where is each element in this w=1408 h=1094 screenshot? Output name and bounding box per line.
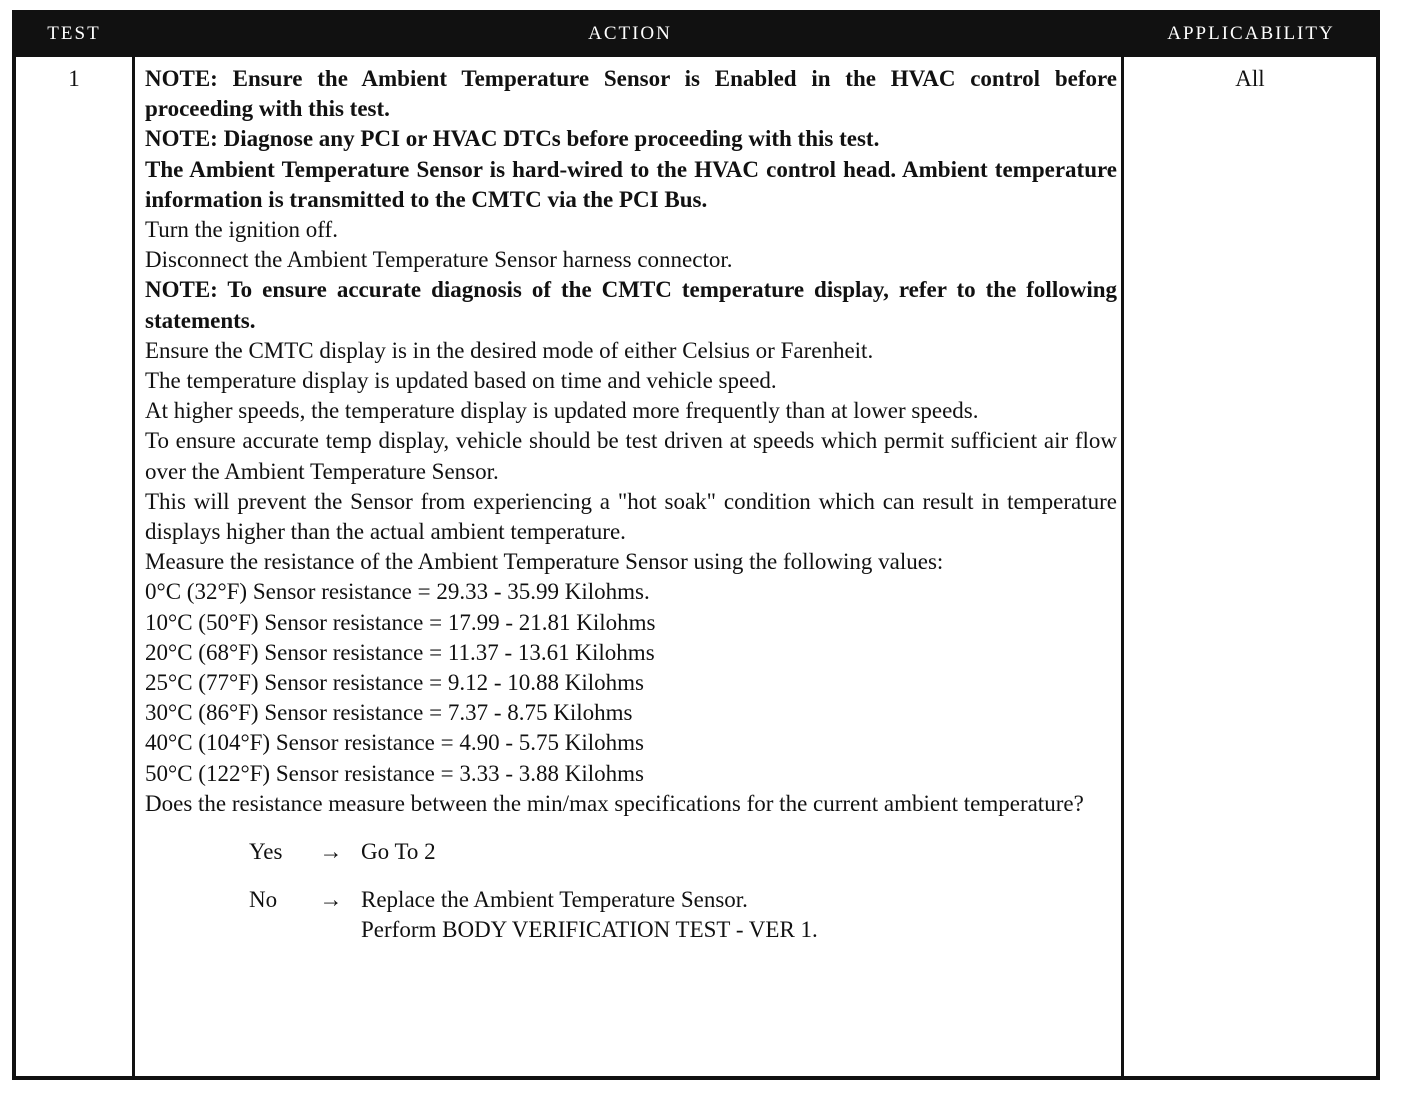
action-paragraph: Does the resistance measure between the min/max specifications for the current ambient temperature? [145, 790, 1084, 816]
action-paragraphs [145, 64, 1117, 819]
arrow-right-icon: → [319, 839, 343, 865]
test-number: 1 [68, 66, 80, 91]
action-paragraph: NOTE: To ensure accurate diagnosis of the CMTC temperature display, refer to the following statements. [145, 277, 1117, 333]
action-cell [145, 64, 1117, 964]
outcome-label: No [249, 887, 278, 913]
action-paragraph: 30°C (86°F) Sensor resistance = 7.37 - 8.75 Kilohms [145, 700, 633, 726]
action-paragraph: NOTE: Diagnose any PCI or HVAC DTCs before proceeding with this test. [145, 126, 880, 152]
outcome-row [249, 837, 1117, 867]
outcomes [249, 837, 1117, 946]
action-paragraph: 10°C (50°F) Sensor resistance = 17.99 - 21.81 Kilohms [145, 609, 656, 635]
header-action: ACTION [588, 23, 672, 44]
action-paragraph: The temperature display is updated based on time and vehicle speed. [145, 368, 777, 394]
diagnostic-table [12, 10, 1380, 1080]
header-divider [16, 54, 1376, 57]
action-paragraph: 20°C (68°F) Sensor resistance = 11.37 - 13.61 Kilohms [145, 639, 655, 665]
action-paragraph: The Ambient Temperature Sensor is hard-wired to the HVAC control head. Ambient temperature information is transmitted to the CMTC via the PCI Bus. [145, 156, 1117, 212]
action-paragraph: Disconnect the Ambient Temperature Sensor harness connector. [145, 247, 733, 273]
outcome-text [361, 885, 1117, 945]
outcome-label: Yes [249, 839, 283, 865]
arrow-right-icon: → [319, 887, 343, 913]
header-applicability: APPLICABILITY [1167, 23, 1335, 44]
applicability-value: All [1235, 66, 1265, 91]
action-paragraph: Turn the ignition off. [145, 217, 338, 243]
action-paragraph: 0°C (32°F) Sensor resistance = 29.33 - 35.99 Kilohms. [145, 579, 650, 605]
header-test: TEST [47, 23, 101, 44]
outcome-line: Replace the Ambient Temperature Sensor. [361, 887, 748, 913]
column-divider-2 [1121, 54, 1124, 1076]
action-paragraph: Measure the resistance of the Ambient Temperature Sensor using the following values: [145, 549, 944, 575]
action-paragraph: This will prevent the Sensor from experiencing a "hot soak" condition which can result in temperature displays higher than the actual ambient temperature. [145, 488, 1117, 545]
action-paragraph: 50°C (122°F) Sensor resistance = 3.33 - 3.88 Kilohms [145, 760, 644, 786]
action-paragraph: Ensure the CMTC display is in the desired mode of either Celsius or Farenheit. [145, 337, 874, 363]
action-paragraph: 40°C (104°F) Sensor resistance = 4.90 - 5.75 Kilohms [145, 730, 644, 756]
outcome-text [361, 837, 1117, 867]
outcome-line: Go To 2 [361, 839, 436, 865]
outcome-row [249, 885, 1117, 945]
action-paragraph: 25°C (77°F) Sensor resistance = 9.12 - 10.88 Kilohms [145, 670, 644, 696]
column-divider-1 [132, 54, 135, 1076]
outcome-line: Perform BODY VERIFICATION TEST - VER 1. [361, 917, 818, 943]
table-header [16, 14, 1376, 54]
action-paragraph: To ensure accurate temp display, vehicle should be test driven at speeds which permit sufficient air flow over the Ambient Temperature Sensor. [145, 428, 1117, 484]
action-paragraph: NOTE: Ensure the Ambient Temperature Sensor is Enabled in the HVAC control before proceeding with this test. [145, 66, 1117, 122]
action-paragraph: At higher speeds, the temperature display is updated more frequently than at lower speeds. [145, 398, 979, 424]
